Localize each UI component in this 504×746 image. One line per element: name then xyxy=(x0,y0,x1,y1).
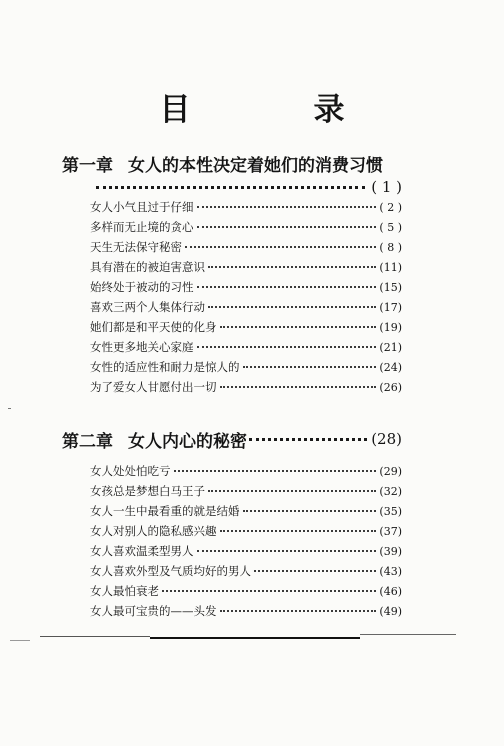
entry-page: ( 2 ) xyxy=(379,200,402,214)
entry-page: ( 5 ) xyxy=(379,220,402,234)
dot-leader xyxy=(220,530,377,532)
toc-entry xyxy=(90,482,402,500)
entry-label: 女人喜欢外型及气质均好的男人 xyxy=(90,564,251,578)
entry-label: 女性更多地关心家庭 xyxy=(90,340,194,354)
entry-page: (49) xyxy=(379,604,402,618)
toc-entry xyxy=(90,358,402,376)
toc-entry xyxy=(90,522,402,540)
dot-leader xyxy=(220,386,377,388)
scan-line xyxy=(40,636,150,637)
dot-leader xyxy=(197,286,377,288)
toc-entry xyxy=(90,562,402,580)
toc-entry xyxy=(90,278,402,296)
entry-page: (32) xyxy=(379,484,402,498)
dot-leader xyxy=(249,438,367,441)
chapter-number: 第二章 xyxy=(62,431,113,452)
entry-label: 女性的适应性和耐力是惊人的 xyxy=(90,360,240,374)
entry-label: 女孩总是梦想白马王子 xyxy=(90,484,205,498)
chapter-heading xyxy=(62,428,402,450)
dot-leader xyxy=(197,346,377,348)
dot-leader xyxy=(208,266,376,268)
toc-entry xyxy=(90,218,402,236)
dot-leader xyxy=(254,570,376,572)
entry-label: 始终处于被动的习性 xyxy=(90,280,194,294)
chapter-title: 女人内心的秘密 xyxy=(128,431,247,452)
entry-page: (37) xyxy=(379,524,402,538)
entry-label: 女人最可宝贵的——头发 xyxy=(90,604,217,618)
toc-entry xyxy=(90,238,402,256)
entry-label: 她们都是和平天使的化身 xyxy=(90,320,217,334)
entry-page: (24) xyxy=(379,360,402,374)
entry-label: 女人喜欢温柔型男人 xyxy=(90,544,194,558)
chapter-title: 女人的本性决定着她们的消费习惯 xyxy=(128,156,383,176)
toc-entry xyxy=(90,542,402,560)
dot-leader xyxy=(243,510,377,512)
toc-entry xyxy=(90,298,402,316)
toc-entry xyxy=(90,502,402,520)
toc-entry xyxy=(90,602,402,620)
entry-label: 女人处处怕吃亏 xyxy=(90,464,171,478)
scan-line xyxy=(10,640,30,641)
page-title: 目 录 xyxy=(159,92,391,128)
dot-leader xyxy=(220,326,377,328)
toc-entry xyxy=(90,318,402,336)
dot-leader xyxy=(197,226,377,228)
entry-label: 女人一生中最看重的就是结婚 xyxy=(90,504,240,518)
entry-page: (19) xyxy=(379,320,402,334)
entry-label: 女人对别人的隐私感兴趣 xyxy=(90,524,217,538)
chapter-heading xyxy=(62,151,398,176)
entry-label: 女人最怕衰老 xyxy=(90,584,159,598)
dot-leader xyxy=(208,306,376,308)
chapter-page-row xyxy=(90,177,402,197)
entry-page: (35) xyxy=(379,504,402,518)
toc-entry xyxy=(90,258,402,276)
scan-line xyxy=(150,637,360,639)
entry-page: (26) xyxy=(379,380,402,394)
dot-leader xyxy=(220,610,377,612)
entry-page: (29) xyxy=(379,464,402,478)
scan-mark xyxy=(8,408,11,409)
entry-label: 具有潜在的被迫害意识 xyxy=(90,260,205,274)
entry-page: (11) xyxy=(379,260,402,274)
dot-leader xyxy=(162,590,376,592)
dot-leader xyxy=(185,246,376,248)
toc-entry xyxy=(90,338,402,356)
chapter-page: (28) xyxy=(371,430,402,448)
toc-entry xyxy=(90,582,402,600)
entry-page: (21) xyxy=(379,340,402,354)
scan-line xyxy=(360,634,456,635)
toc-entry xyxy=(90,462,402,480)
entry-page: (46) xyxy=(379,584,402,598)
dot-leader xyxy=(96,186,365,189)
entry-label: 为了爱女人甘愿付出一切 xyxy=(90,380,217,394)
entry-page: (17) xyxy=(379,300,402,314)
dot-leader xyxy=(197,206,377,208)
toc-entry xyxy=(90,378,402,396)
entry-label: 女人小气且过于仔细 xyxy=(90,200,194,214)
entry-label: 喜欢三两个人集体行动 xyxy=(90,300,205,314)
entry-page: ( 8 ) xyxy=(379,240,402,254)
entry-page: (15) xyxy=(379,280,402,294)
entry-page: (43) xyxy=(379,564,402,578)
dot-leader xyxy=(208,490,376,492)
dot-leader xyxy=(174,470,377,472)
entry-label: 多样而无止境的贪心 xyxy=(90,220,194,234)
chapter-page: ( 1 ) xyxy=(371,178,402,196)
entry-label: 天生无法保守秘密 xyxy=(90,240,182,254)
entry-page: (39) xyxy=(379,544,402,558)
dot-leader xyxy=(197,550,377,552)
dot-leader xyxy=(243,366,377,368)
toc-entry xyxy=(90,198,402,216)
chapter-number: 第一章 xyxy=(62,156,113,176)
